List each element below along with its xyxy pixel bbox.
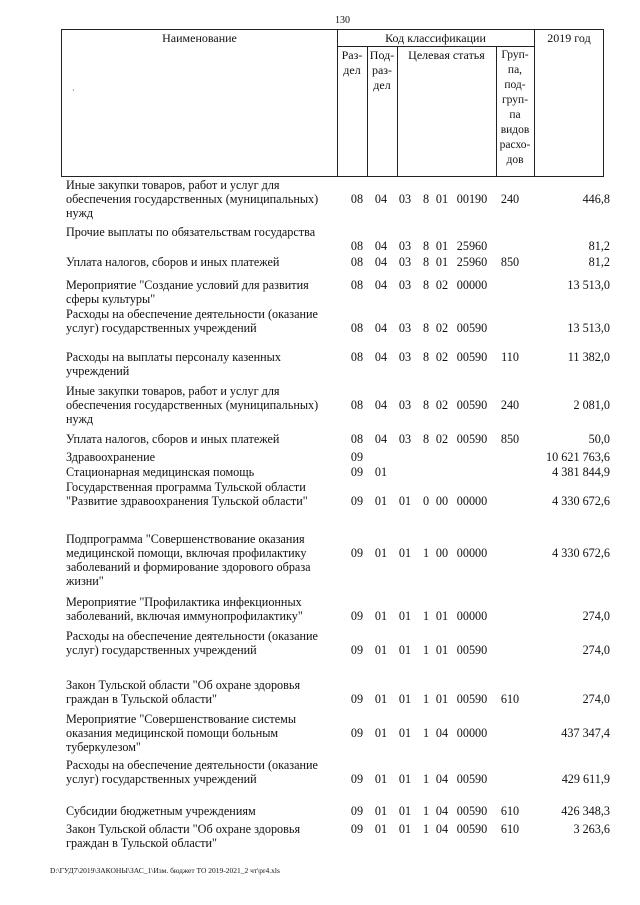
podrazdel-code: 04 <box>374 432 388 446</box>
direction-code: 00590 <box>456 643 488 657</box>
direction-code: 00000 <box>456 278 488 292</box>
group-code: 240 <box>500 192 520 206</box>
program-code: 01 <box>398 772 412 786</box>
event-code: 00 <box>435 494 449 508</box>
subprogram-code: 1 <box>422 546 430 560</box>
subprogram-code: 8 <box>422 321 430 335</box>
amount-2019: 81,2 <box>588 255 610 269</box>
program-code: 03 <box>398 398 412 412</box>
header-year: 2019 год <box>547 31 591 45</box>
subprogram-code: 1 <box>422 772 430 786</box>
row-name: Прочие выплаты по обязательствам государства <box>66 225 316 239</box>
direction-code: 00590 <box>456 432 488 446</box>
razdel-code: 08 <box>350 432 364 446</box>
amount-2019: 81,2 <box>588 239 610 253</box>
podrazdel-code: 04 <box>374 239 388 253</box>
amount-2019: 274,0 <box>582 643 610 657</box>
podrazdel-code: 01 <box>374 822 388 836</box>
amount-2019: 50,0 <box>588 432 610 446</box>
subprogram-code: 1 <box>422 822 430 836</box>
direction-code: 00590 <box>456 350 488 364</box>
amount-2019: 3 263,6 <box>573 822 610 836</box>
razdel-code: 09 <box>350 726 364 740</box>
subprogram-code: 8 <box>422 255 430 269</box>
row-name: Закон Тульской области "Об охране здоровья граждан в Тульской области" <box>66 678 301 706</box>
podrazdel-code: 01 <box>374 609 388 623</box>
group-code: 850 <box>500 432 520 446</box>
amount-2019: 446,8 <box>582 192 610 206</box>
podrazdel-code: 04 <box>374 350 388 364</box>
program-code: 03 <box>398 255 412 269</box>
header-podrazdel: Под- раз- дел <box>369 48 395 92</box>
program-code: 01 <box>398 726 412 740</box>
program-code: 03 <box>398 350 412 364</box>
program-code: 03 <box>398 432 412 446</box>
razdel-code: 08 <box>350 350 364 364</box>
program-code: 01 <box>398 822 412 836</box>
direction-code: 00590 <box>456 822 488 836</box>
podrazdel-code: 01 <box>374 772 388 786</box>
direction-code: 00590 <box>456 398 488 412</box>
event-code: 04 <box>435 804 449 818</box>
header-divider <box>337 46 534 47</box>
direction-code: 00590 <box>456 321 488 335</box>
row-name: Закон Тульской области "Об охране здоровья граждан в Тульской области" <box>66 822 301 850</box>
event-code: 02 <box>435 432 449 446</box>
direction-code: 00000 <box>456 609 488 623</box>
group-code: 610 <box>500 822 520 836</box>
subprogram-code: 8 <box>422 350 430 364</box>
program-code: 01 <box>398 692 412 706</box>
row-name: Расходы на обеспечение деятельности (оказание услуг) государственных учреждений <box>66 629 318 657</box>
event-code: 02 <box>435 278 449 292</box>
podrazdel-code: 01 <box>374 726 388 740</box>
razdel-code: 09 <box>350 494 364 508</box>
direction-code: 00000 <box>456 546 488 560</box>
subprogram-code: 8 <box>422 398 430 412</box>
amount-2019: 13 513,0 <box>567 278 610 292</box>
table-header <box>61 29 604 177</box>
podrazdel-code: 01 <box>374 643 388 657</box>
razdel-code: 08 <box>350 192 364 206</box>
razdel-code: 09 <box>350 804 364 818</box>
amount-2019: 437 347,4 <box>561 726 610 740</box>
program-code: 01 <box>398 643 412 657</box>
group-code: 610 <box>500 692 520 706</box>
direction-code: 25960 <box>456 255 488 269</box>
razdel-code: 08 <box>350 398 364 412</box>
row-name: Мероприятие "Создание условий для развития сферы культуры" <box>66 278 309 306</box>
amount-2019: 2 081,0 <box>573 398 610 412</box>
subprogram-code: 8 <box>422 432 430 446</box>
page-number: 130 <box>335 15 350 26</box>
direction-code: 00590 <box>456 804 488 818</box>
file-path: D:\ГУД7\2019\ЗАКОНЫ\ЗАС_1\Изм. бюджет ТО 2019-2021_2 чт\pr4.xls <box>50 866 280 875</box>
amount-2019: 10 621 763,6 <box>546 450 610 464</box>
podrazdel-code: 04 <box>374 278 388 292</box>
subprogram-code: 8 <box>422 278 430 292</box>
row-name: Уплата налогов, сборов и иных платежей <box>66 255 280 269</box>
direction-code: 00590 <box>456 692 488 706</box>
header-classification: Код классификации <box>385 31 486 45</box>
razdel-code: 09 <box>350 450 364 464</box>
razdel-code: 08 <box>350 239 364 253</box>
row-name: Подпрограмма "Совершенствование оказания медицинской помощи, включая профилактику заболеваний и формирование здорового образа жизни" <box>66 532 311 588</box>
event-code: 01 <box>435 692 449 706</box>
amount-2019: 13 513,0 <box>567 321 610 335</box>
header-divider <box>534 30 535 176</box>
row-name: Расходы на обеспечение деятельности (оказание услуг) государственных учреждений <box>66 307 318 335</box>
direction-code: 00190 <box>456 192 488 206</box>
podrazdel-code: 01 <box>374 494 388 508</box>
row-name: Мероприятие "Профилактика инфекционных заболеваний, включая иммунопрофилактику" <box>66 595 303 623</box>
group-code: 610 <box>500 804 520 818</box>
row-name: Расходы на обеспечение деятельности (оказание услуг) государственных учреждений <box>66 758 318 786</box>
razdel-code: 09 <box>350 772 364 786</box>
direction-code: 00000 <box>456 726 488 740</box>
amount-2019: 274,0 <box>582 609 610 623</box>
program-code: 03 <box>398 321 412 335</box>
row-name: Иные закупки товаров, работ и услуг для обеспечения государственных (муниципальных) нужд <box>66 384 319 426</box>
program-code: 03 <box>398 192 412 206</box>
subprogram-code: 1 <box>422 804 430 818</box>
event-code: 01 <box>435 609 449 623</box>
header-group: Груп- па, под- груп- па видов расхо- дов <box>499 49 531 166</box>
program-code: 01 <box>398 609 412 623</box>
header-target: Целевая статья <box>408 48 485 62</box>
amount-2019: 4 330 672,6 <box>552 546 610 560</box>
razdel-code: 09 <box>350 609 364 623</box>
razdel-code: 08 <box>350 278 364 292</box>
subprogram-code: 0 <box>422 494 430 508</box>
amount-2019: 429 611,9 <box>561 772 610 786</box>
row-name: Здравоохранение <box>66 450 156 464</box>
row-name: Мероприятие "Совершенствование системы оказания медицинской помощи больным туберкулезом" <box>66 712 297 754</box>
subprogram-code: 1 <box>422 609 430 623</box>
subprogram-code: 1 <box>422 692 430 706</box>
amount-2019: 426 348,3 <box>561 804 610 818</box>
podrazdel-code: 04 <box>374 398 388 412</box>
subprogram-code: 1 <box>422 726 430 740</box>
program-code: 01 <box>398 494 412 508</box>
razdel-code: 09 <box>350 465 364 479</box>
event-code: 02 <box>435 350 449 364</box>
header-razdel: Раз- дел <box>341 48 363 77</box>
program-code: 03 <box>398 278 412 292</box>
event-code: 01 <box>435 239 449 253</box>
header-name: Наименование <box>162 31 237 45</box>
amount-2019: 4 381 844,9 <box>552 465 610 479</box>
event-code: 04 <box>435 772 449 786</box>
direction-code: 00590 <box>456 772 488 786</box>
program-code: 01 <box>398 804 412 818</box>
subprogram-code: 8 <box>422 192 430 206</box>
row-name: Государственная программа Тульской области "Развитие здравоохранения Тульской области" <box>66 480 308 508</box>
podrazdel-code: 01 <box>374 804 388 818</box>
event-code: 01 <box>435 255 449 269</box>
amount-2019: 274,0 <box>582 692 610 706</box>
razdel-code: 09 <box>350 643 364 657</box>
row-name: Расходы на выплаты персоналу казенных учреждений <box>66 350 281 378</box>
event-code: 01 <box>435 643 449 657</box>
event-code: 01 <box>435 192 449 206</box>
subprogram-code: 1 <box>422 643 430 657</box>
subprogram-code: 8 <box>422 239 430 253</box>
event-code: 04 <box>435 726 449 740</box>
group-code: 240 <box>500 398 520 412</box>
event-code: 04 <box>435 822 449 836</box>
podrazdel-code: 01 <box>374 692 388 706</box>
razdel-code: 08 <box>350 321 364 335</box>
direction-code: 25960 <box>456 239 488 253</box>
event-code: 02 <box>435 398 449 412</box>
podrazdel-code: 04 <box>374 255 388 269</box>
row-name: Субсидии бюджетным учреждениям <box>66 804 256 818</box>
group-code: 850 <box>500 255 520 269</box>
podrazdel-code: 01 <box>374 465 388 479</box>
amount-2019: 4 330 672,6 <box>552 494 610 508</box>
row-name: Иные закупки товаров, работ и услуг для обеспечения государственных (муниципальных) нужд <box>66 178 319 220</box>
razdel-code: 09 <box>350 692 364 706</box>
event-code: 00 <box>435 546 449 560</box>
group-code: 110 <box>501 350 519 364</box>
razdel-code: 09 <box>350 546 364 560</box>
event-code: 02 <box>435 321 449 335</box>
program-code: 01 <box>398 546 412 560</box>
amount-2019: 11 382,0 <box>567 350 610 364</box>
header-divider <box>397 46 398 176</box>
podrazdel-code: 04 <box>374 192 388 206</box>
podrazdel-code: 01 <box>374 546 388 560</box>
razdel-code: 08 <box>350 255 364 269</box>
razdel-code: 09 <box>350 822 364 836</box>
podrazdel-code: 04 <box>374 321 388 335</box>
program-code: 03 <box>398 239 412 253</box>
row-name: Уплата налогов, сборов и иных платежей <box>66 432 280 446</box>
header-mark: · <box>72 86 75 95</box>
row-name: Стационарная медицинская помощь <box>66 465 255 479</box>
direction-code: 00000 <box>456 494 488 508</box>
